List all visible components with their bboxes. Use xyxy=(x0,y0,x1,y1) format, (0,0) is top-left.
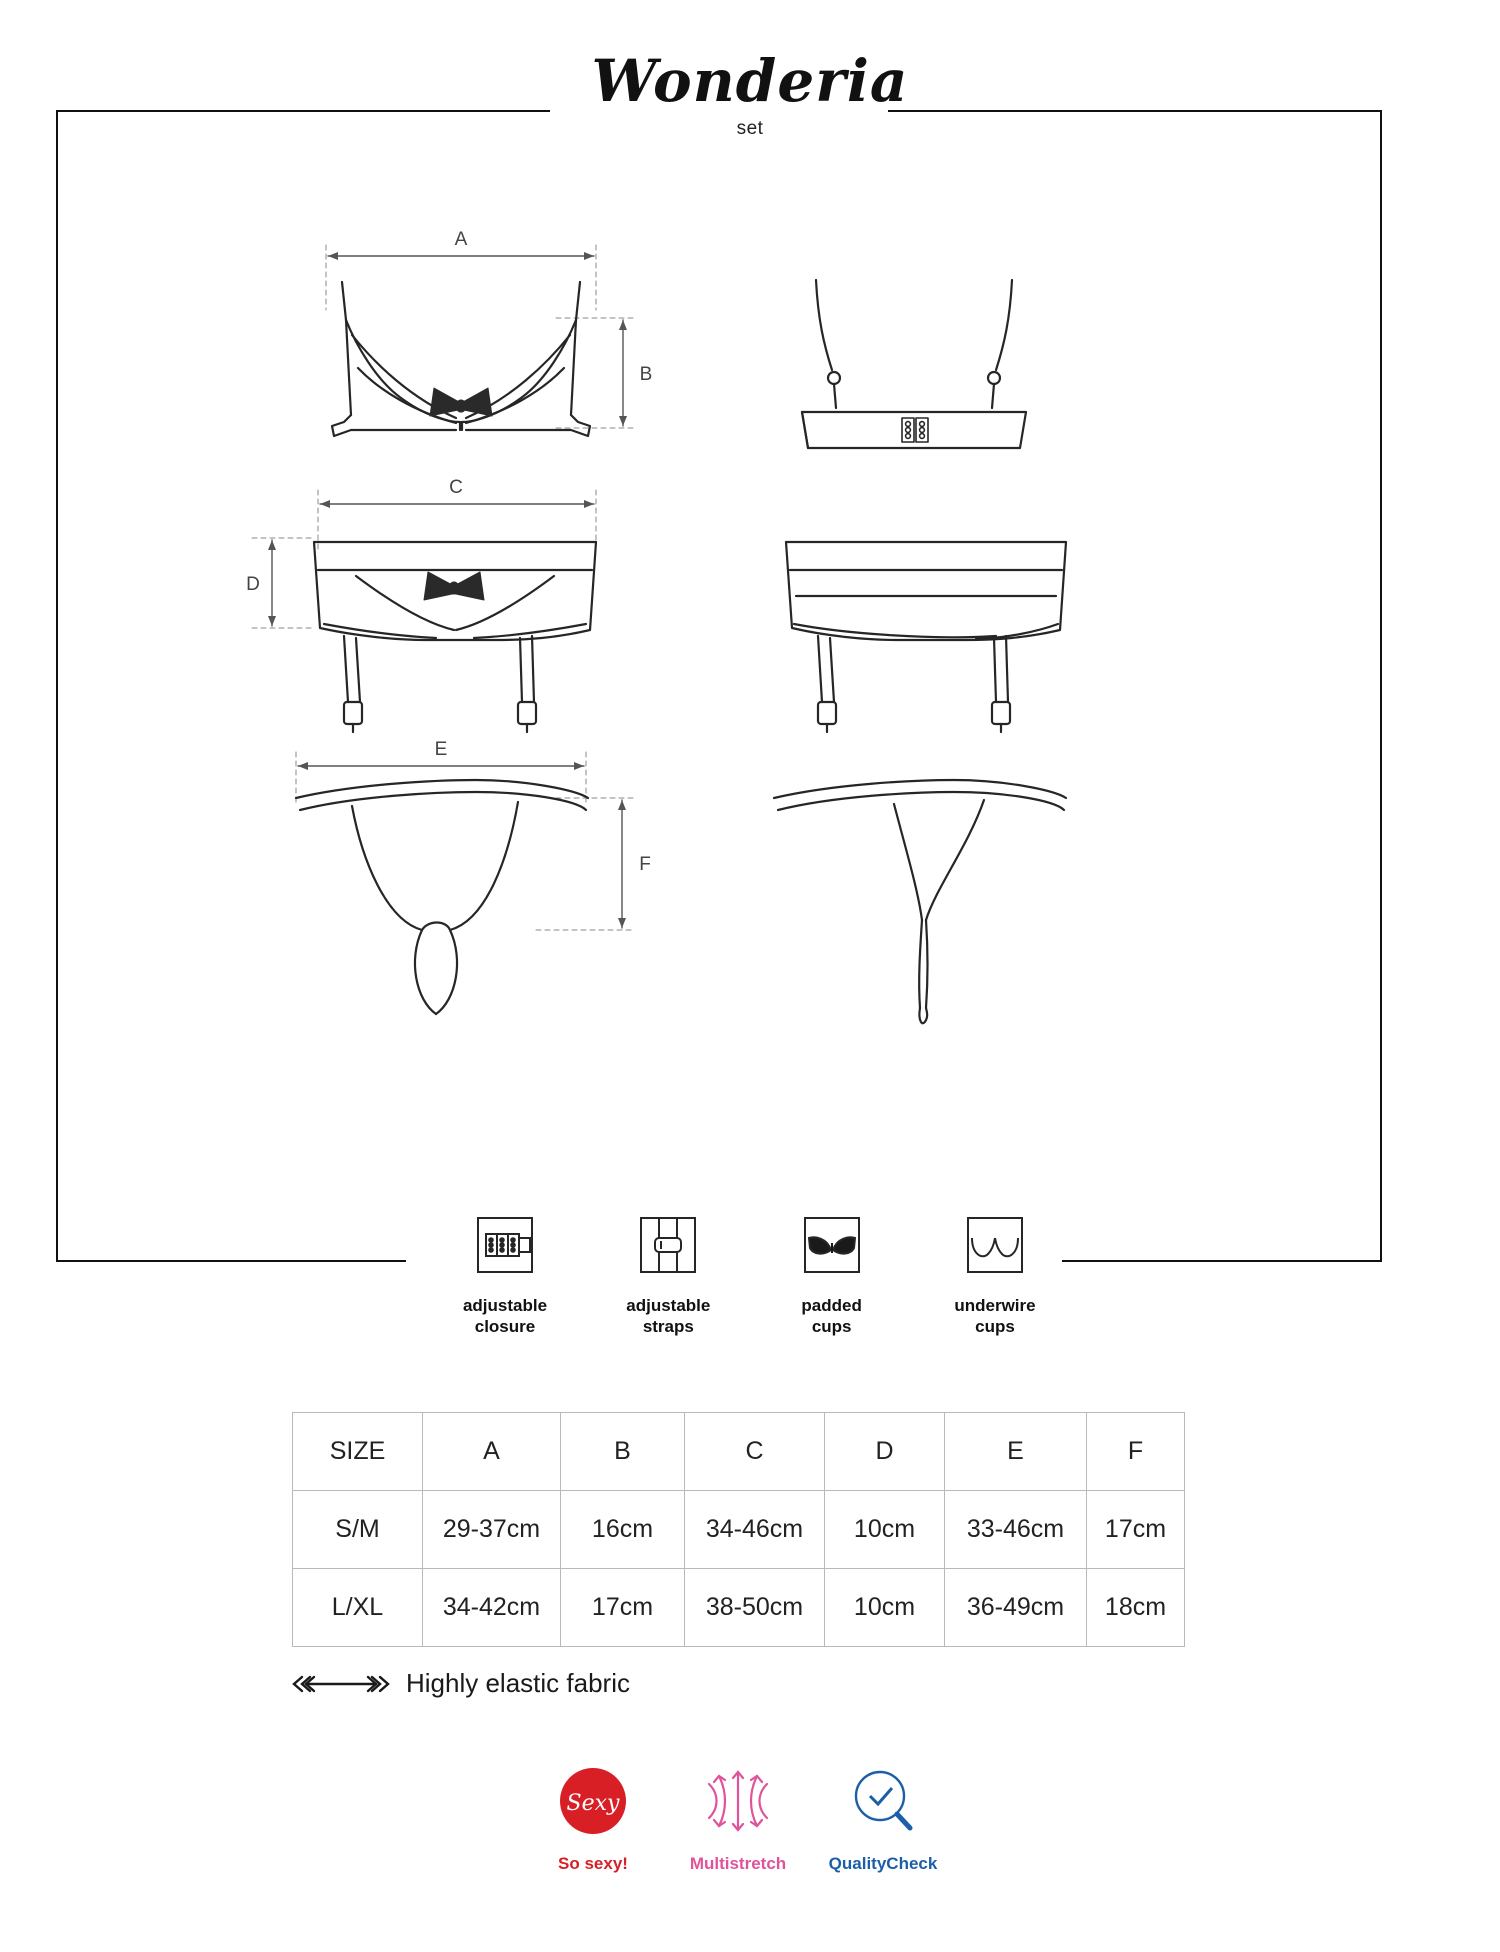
cell-a: 34-42cm xyxy=(423,1569,561,1647)
table-header-c: C xyxy=(685,1413,825,1491)
frame-bottom-left xyxy=(56,1260,406,1262)
feature-adjustable-closure xyxy=(430,1210,580,1338)
table-row xyxy=(293,1569,1185,1647)
elastic-arrow-icon xyxy=(292,1671,390,1697)
feature-label: adjustable straps xyxy=(626,1296,711,1337)
cell-f: 17cm xyxy=(1087,1491,1185,1569)
product-technical-drawings xyxy=(56,130,1382,1230)
garter-belt-back-drawing xyxy=(786,542,1066,732)
cell-d: 10cm xyxy=(825,1491,945,1569)
cell-e: 36-49cm xyxy=(945,1569,1087,1647)
dimension-label-b: B xyxy=(639,364,653,385)
table-header-size: SIZE xyxy=(293,1413,423,1491)
badge-label: So sexy! xyxy=(558,1854,628,1873)
underwire-cups-icon xyxy=(952,1210,1038,1280)
badge-quality-check xyxy=(818,1762,948,1874)
bottom-badges xyxy=(528,1762,948,1874)
cell-b: 16cm xyxy=(561,1491,685,1569)
cell-c: 38-50cm xyxy=(685,1569,825,1647)
table-header-b: B xyxy=(561,1413,685,1491)
badge-label: Multistretch xyxy=(689,1854,787,1873)
brand-header xyxy=(0,47,1500,140)
adjustable-straps-icon xyxy=(625,1210,711,1280)
dimension-label-e: E xyxy=(434,739,448,760)
badge-multistretch xyxy=(673,1762,803,1874)
quality-check-icon xyxy=(844,1762,922,1840)
garter-belt-front-drawing xyxy=(252,490,596,732)
badge-label: QualityCheck xyxy=(828,1854,938,1873)
sexy-seal-text: Sexy xyxy=(566,1791,620,1816)
badge-so-sexy xyxy=(528,1762,658,1874)
cell-size: S/M xyxy=(293,1491,423,1569)
adjustable-closure-icon xyxy=(462,1210,548,1280)
cell-d: 10cm xyxy=(825,1569,945,1647)
bra-back-drawing xyxy=(802,280,1026,448)
feature-adjustable-straps xyxy=(593,1210,743,1338)
size-table xyxy=(292,1412,1185,1647)
dimension-label-f: F xyxy=(639,854,651,875)
table-header-d: D xyxy=(825,1413,945,1491)
feature-underwire-cups xyxy=(920,1210,1070,1338)
cell-f: 18cm xyxy=(1087,1569,1185,1647)
cell-a: 29-37cm xyxy=(423,1491,561,1569)
elastic-fabric-label: Highly elastic fabric xyxy=(406,1668,630,1698)
thong-back-drawing xyxy=(774,780,1066,1023)
multistretch-icon xyxy=(699,1762,777,1840)
cell-size: L/XL xyxy=(293,1569,423,1647)
elastic-fabric-note xyxy=(292,1668,630,1699)
table-header-a: A xyxy=(423,1413,561,1491)
bra-front-drawing xyxy=(326,245,636,436)
feature-label: underwire cups xyxy=(954,1296,1036,1337)
page-subtitle: set xyxy=(736,118,764,139)
dimension-label-d: D xyxy=(246,574,260,595)
dimension-label-c: C xyxy=(449,477,463,498)
cell-c: 34-46cm xyxy=(685,1491,825,1569)
feature-label: adjustable closure xyxy=(462,1296,548,1337)
feature-label: padded cups xyxy=(801,1296,862,1337)
padded-cups-icon xyxy=(789,1210,875,1280)
table-header-e: E xyxy=(945,1413,1087,1491)
table-header-row xyxy=(293,1413,1185,1491)
feature-padded-cups xyxy=(757,1210,907,1338)
table-row xyxy=(293,1491,1185,1569)
feature-icons xyxy=(430,1210,1070,1338)
sexy-seal-icon xyxy=(554,1762,632,1840)
cell-b: 17cm xyxy=(561,1569,685,1647)
page-title: Wonderia xyxy=(591,47,909,115)
table-header-f: F xyxy=(1087,1413,1185,1491)
dimension-label-a: A xyxy=(454,229,468,250)
frame-bottom-right xyxy=(1062,1260,1382,1262)
cell-e: 33-46cm xyxy=(945,1491,1087,1569)
thong-front-drawing xyxy=(296,752,634,1014)
